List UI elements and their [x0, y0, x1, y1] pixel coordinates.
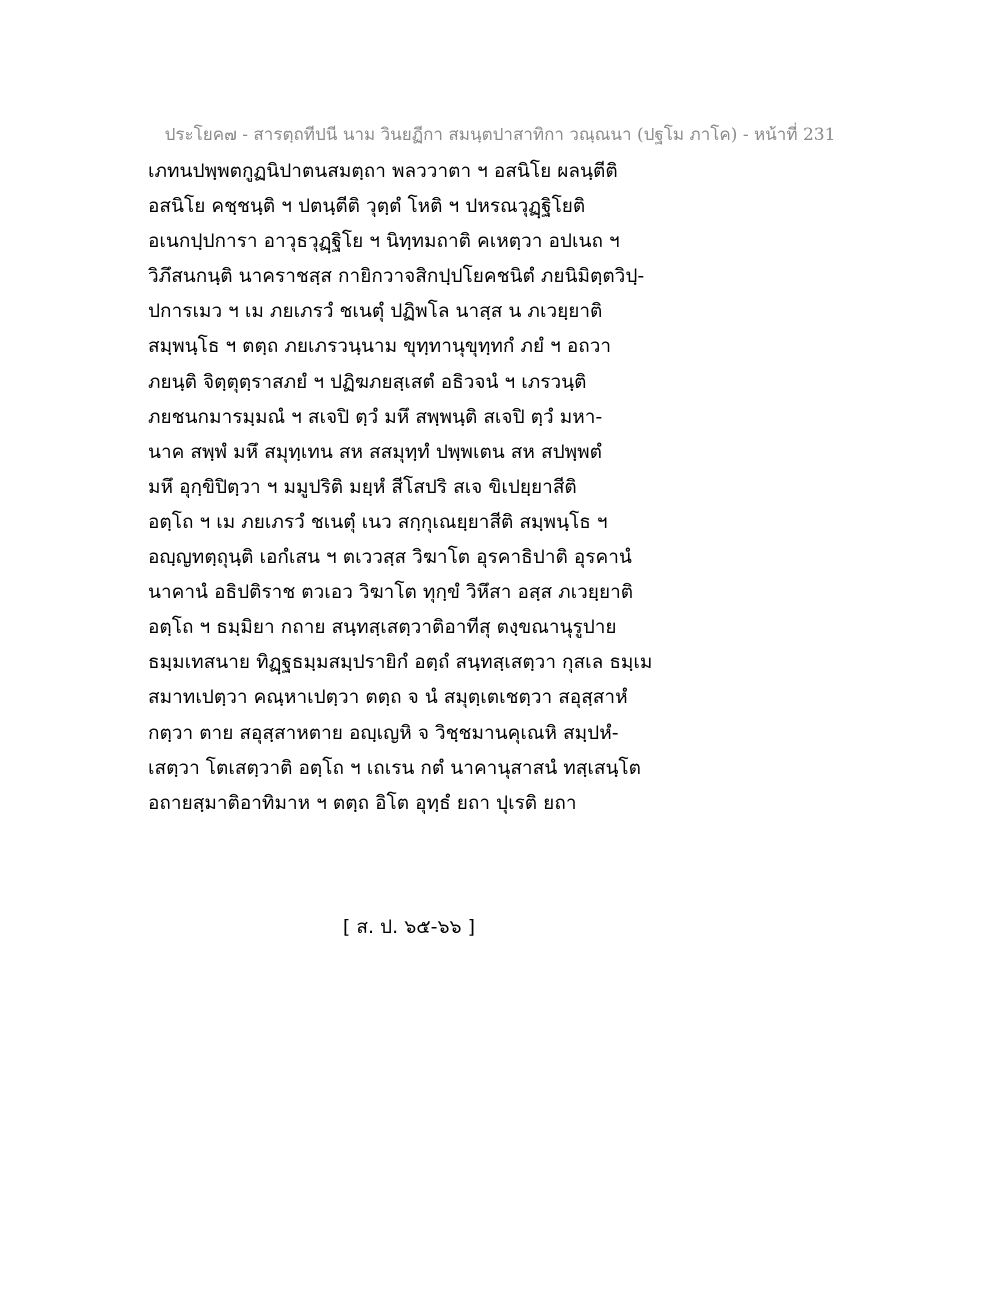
source-citation: [ ส. ป. ๖๕-๖๖ ] [342, 916, 476, 938]
text-line: เภทนปพฺพตกูฏนิปาตนสมตฺถา พลววาตา ฯ อสนิโย ผลนฺตีติ [148, 160, 618, 182]
text-line: สมฺพนฺโธ ฯ ตตฺถ ภยเภรวนฺนาม ขุทฺทานุขุทฺทกํ ภยํ ฯ อถวา [148, 335, 612, 358]
body-paragraph [148, 154, 708, 821]
text-line: วิภึสนกนฺติ นาคราชสฺส กายิกวาจสิกปฺปโยคชนิตํ ภยนิมิตฺตวิปฺ- [148, 265, 645, 288]
text-line: สมาทเปตฺวา คณฺหาเปตฺวา ตตฺถ จ นํ สมุตฺเตเชตฺวา สอุสฺสาหํ [148, 686, 628, 709]
text-line: ภยชนกมารมฺมณํ ฯ สเจปิ ตฺวํ มหึ สพฺพนฺติ สเจปิ ตฺวํ มหา- [148, 405, 603, 428]
text-line: กตฺวา ตาย สอุสฺสาหตาย อญฺเญหิ จ วิชฺชมานคุเณหิ สมฺปหํ- [148, 721, 619, 744]
text-line: อตฺโถ ฯ ธมฺมิยา กถาย สนฺทสฺเสตฺวาติอาทีสุ ตงฺขณานุรูปาย [148, 616, 617, 639]
text-line: อถายสฺมาติอาทิมาห ฯ ตตฺถ อิโต อุทฺธํ ยถา ปุเรติ ยถา [148, 791, 577, 814]
text-line: อญฺญทตฺถุนฺติ เอกํเสน ฯ ตเววสฺส วิฆาโต อุรคาธิปาติ อุรคานํ [148, 546, 632, 569]
text-line: ปการเมว ฯ เม ภยเภรวํ ชเนตุํ ปฏิพโล นาสฺส น ภเวยฺยาติ [148, 300, 603, 323]
text-line: อตฺโถ ฯ เม ภยเภรวํ ชเนตุํ เนว สกฺกุเณยฺยาสีติ สมฺพนฺโธ ฯ [148, 510, 608, 533]
text-line: นาคานํ อธิปติราช ตวเอว วิฆาโต ทุกฺขํ วิหึสา อสฺส ภเวยฺยาติ [148, 581, 634, 604]
text-line: มหึ อุกฺขิปิตฺวา ฯ มมูปริติ มยฺหํ สีโสปริ สเจ ขิเปยฺยาสีติ [148, 475, 577, 498]
text-line: ภยนฺติ จิตฺตุตฺราสภยํ ฯ ปฏิฆภยสฺเสตํ อธิวจนํ ฯ เภรวนฺติ [148, 370, 587, 393]
text-line: ธมฺมเทสนาย ทิฏฺฐธมฺมสมฺปรายิกํ อตฺถํ สนฺทสฺเสตฺวา กุสเล ธมฺเม [148, 651, 653, 674]
text-line: อเนกปฺปการา อาวุธวุฏฺฐิโย ฯ นิทฺทมถาติ คเหตฺวา อปเนถ ฯ [148, 230, 620, 253]
text-line: อสนิโย คชฺชนฺติ ฯ ปตนฺตีติ วุตฺตํ โหติ ฯ ปหรณวุฏฺฐิโยติ [148, 195, 586, 218]
text-line: นาค สพฺพํ มหึ สมุทฺเทน สห สสมุทฺทํ ปพฺพเตน สห สปพฺพตํ [148, 440, 603, 463]
running-header: ประโยค๗ - สารตฺถทีปนี นาม วินยฏีกา สมนฺตปาสาทิกา วณฺณนา (ปฐโม ภาโค) - หน้าที่ 231 [164, 125, 836, 145]
text-line: เสตฺวา โตเสตฺวาติ อตฺโถ ฯ เถเรน กตํ นาคานุสาสนํ ทสฺเสนฺโต [148, 756, 641, 779]
